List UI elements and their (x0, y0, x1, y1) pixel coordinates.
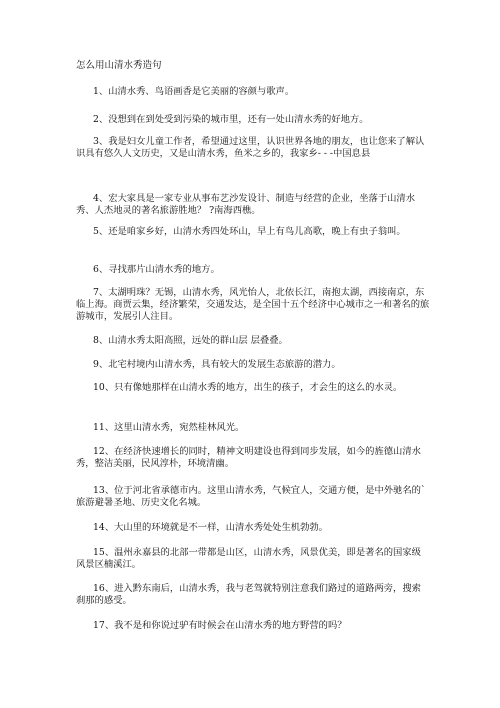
sentence-15: 15、温州永嘉县的北部一带都是山区，山清水秀，风景优美，即是著名的国家级风景区楠溪江。 (76, 547, 421, 570)
sentence-14: 14、大山里的环境就是不一样，山清水秀处处生机勃勃。 (93, 522, 328, 533)
sentence-11: 11、这里山清水秀，宛然桂林风光。 (93, 422, 245, 433)
sentence-7: 7、太湖明珠？无锡，山清水秀，风光怡人，北依长江，南抱太湖，西接南京，东临上海。商贾云集，经济繁荣，交通发达，是全国十五个经济中心城市之一和著名的旅游城市，发展引人注目。 (76, 287, 430, 322)
sentence-6: 6、寻找那片山清水秀的地方。 (93, 264, 220, 275)
document-title: 怎么用山清水秀造句 (76, 60, 162, 71)
sentence-8: 8、山清水秀太阳高照，远处的群山层 层叠叠。 (93, 335, 288, 346)
sentence-9: 9、北宅村境内山清水秀，具有较大的发展生态旅游的潜力。 (93, 359, 341, 370)
sentence-16: 16、进入黔东南后，山清水秀，我与老驾就特别注意我们路过的道路两旁，搜索刹那的感受。 (76, 583, 421, 606)
sentence-13: 13、位于河北省承德市内。这里山清水秀，气候宜人，交通方便，是中外驰名的`旅游避暑圣地、历史文化名城。 (76, 485, 426, 508)
sentence-17: 17、我不是和你说过驴有时候会在山清水秀的地方野营的吗？ (93, 620, 347, 631)
sentence-2: 2、没想到在到处受到污染的城市里，还有一处山清水秀的好地方。 (93, 114, 369, 125)
sentence-5: 5、还是咱家乡好，山清水秀四处环山，早上有鸟儿高歌，晚上有虫子翁叫。 (93, 226, 406, 237)
sentence-12: 12、在经济快速增长的同时，精神文明建设也得到同步发展，如今的旌德山清水秀，整洁美丽，民风淳朴，环境清幽。 (76, 446, 421, 469)
sentence-3: 3、我是妇女儿童工作者，希望通过这里，认识世界各地的朋友，也让您来了解认识具有悠久人文历史，又是山清水秀，鱼米之乡的，我家乡- - -中国息县 (76, 136, 425, 159)
sentence-4: 4、宏大家具是一家专业从事布艺沙发设计、制造与经营的企业，坐落于山清水秀、人杰地灵的著名旅游胜地？ ?南海西樵。 (76, 193, 416, 216)
sentence-1: 1、山清水秀、鸟语画香是它美丽的容颜与歌声。 (93, 86, 295, 97)
sentence-10: 10、只有像她那样在山清水秀的地方，出生的孩子，才会生的这么的水灵。 (93, 382, 403, 393)
